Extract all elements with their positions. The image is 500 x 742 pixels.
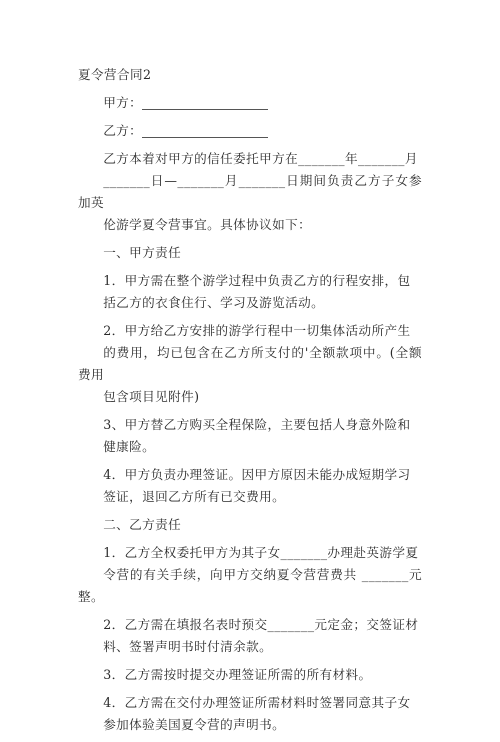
section2-heading: 二、乙方责任 xyxy=(103,517,182,532)
party-b-blank xyxy=(142,123,268,138)
intro-line: 乙方本着对甲方的信任委托甲方在_______年_______月 xyxy=(103,151,418,166)
item-line: 的费用，均已包含在乙方所支付的'全额款项中。(全额费用 xyxy=(78,345,422,382)
item-line: 4．甲方负责办理签证。因甲方原因未能办成短期学习 xyxy=(103,467,411,482)
item-line: 参加体验美国夏令营的声明书。 xyxy=(103,717,286,732)
section2-item-2 xyxy=(78,614,422,658)
section1-item-4 xyxy=(78,464,422,508)
party-a-label: 甲方： xyxy=(103,95,143,110)
section1-item-2 xyxy=(78,320,422,408)
item-line: 1．甲方需在整个游学过程中负责乙方的行程安排，包 xyxy=(103,273,411,288)
item-line: 料、签署声明书时付清余款。 xyxy=(103,639,273,654)
item-line: 包含项目见附件) xyxy=(103,389,200,404)
party-a-blank xyxy=(142,95,268,110)
item-line: 3．乙方需按时提交办理签证所需的所有材料。 xyxy=(103,667,372,682)
item-line: 括乙方的衣食住行、学习及游览活动。 xyxy=(103,295,325,310)
section1-item-1 xyxy=(78,270,422,314)
section2-item-4 xyxy=(78,692,422,736)
party-b-line xyxy=(78,120,422,142)
item-line: 4．乙方需在交付办理签证所需材料时签署同意其子女 xyxy=(103,695,411,710)
party-a-line xyxy=(78,92,422,114)
section2-item-3 xyxy=(78,664,422,686)
item-line: 3、甲方替乙方购买全程保险，主要包括人身意外险和 xyxy=(103,417,411,432)
document-title: 夏令营合同2 xyxy=(78,67,152,82)
item-line: 1．乙方全权委托甲方为其子女_______办理赴英游学夏 xyxy=(103,545,419,560)
item-line: 健康险。 xyxy=(103,439,156,454)
section2-item-1 xyxy=(78,542,422,608)
section1-item-3 xyxy=(78,414,422,458)
contract-document xyxy=(78,64,422,742)
item-line: 签证，退回乙方所有已交费用。 xyxy=(103,489,286,504)
item-line: 2．甲方给乙方安排的游学行程中一切集体活动所产生 xyxy=(103,323,411,338)
intro-paragraph xyxy=(78,148,422,236)
section1-heading: 一、甲方责任 xyxy=(103,245,182,260)
intro-line: 伦游学夏令营事宜。具体协议如下： xyxy=(103,217,312,232)
intro-line: _______日—_______月_______日期间负责乙方子女参加英 xyxy=(78,173,422,210)
party-b-label: 乙方： xyxy=(103,123,143,138)
item-line: 2．乙方需在填报名表时预交_______元定金；交签证材 xyxy=(103,617,419,632)
item-line: 令营的有关手续，向甲方交纳夏令营营费共 _______元整。 xyxy=(78,567,422,604)
